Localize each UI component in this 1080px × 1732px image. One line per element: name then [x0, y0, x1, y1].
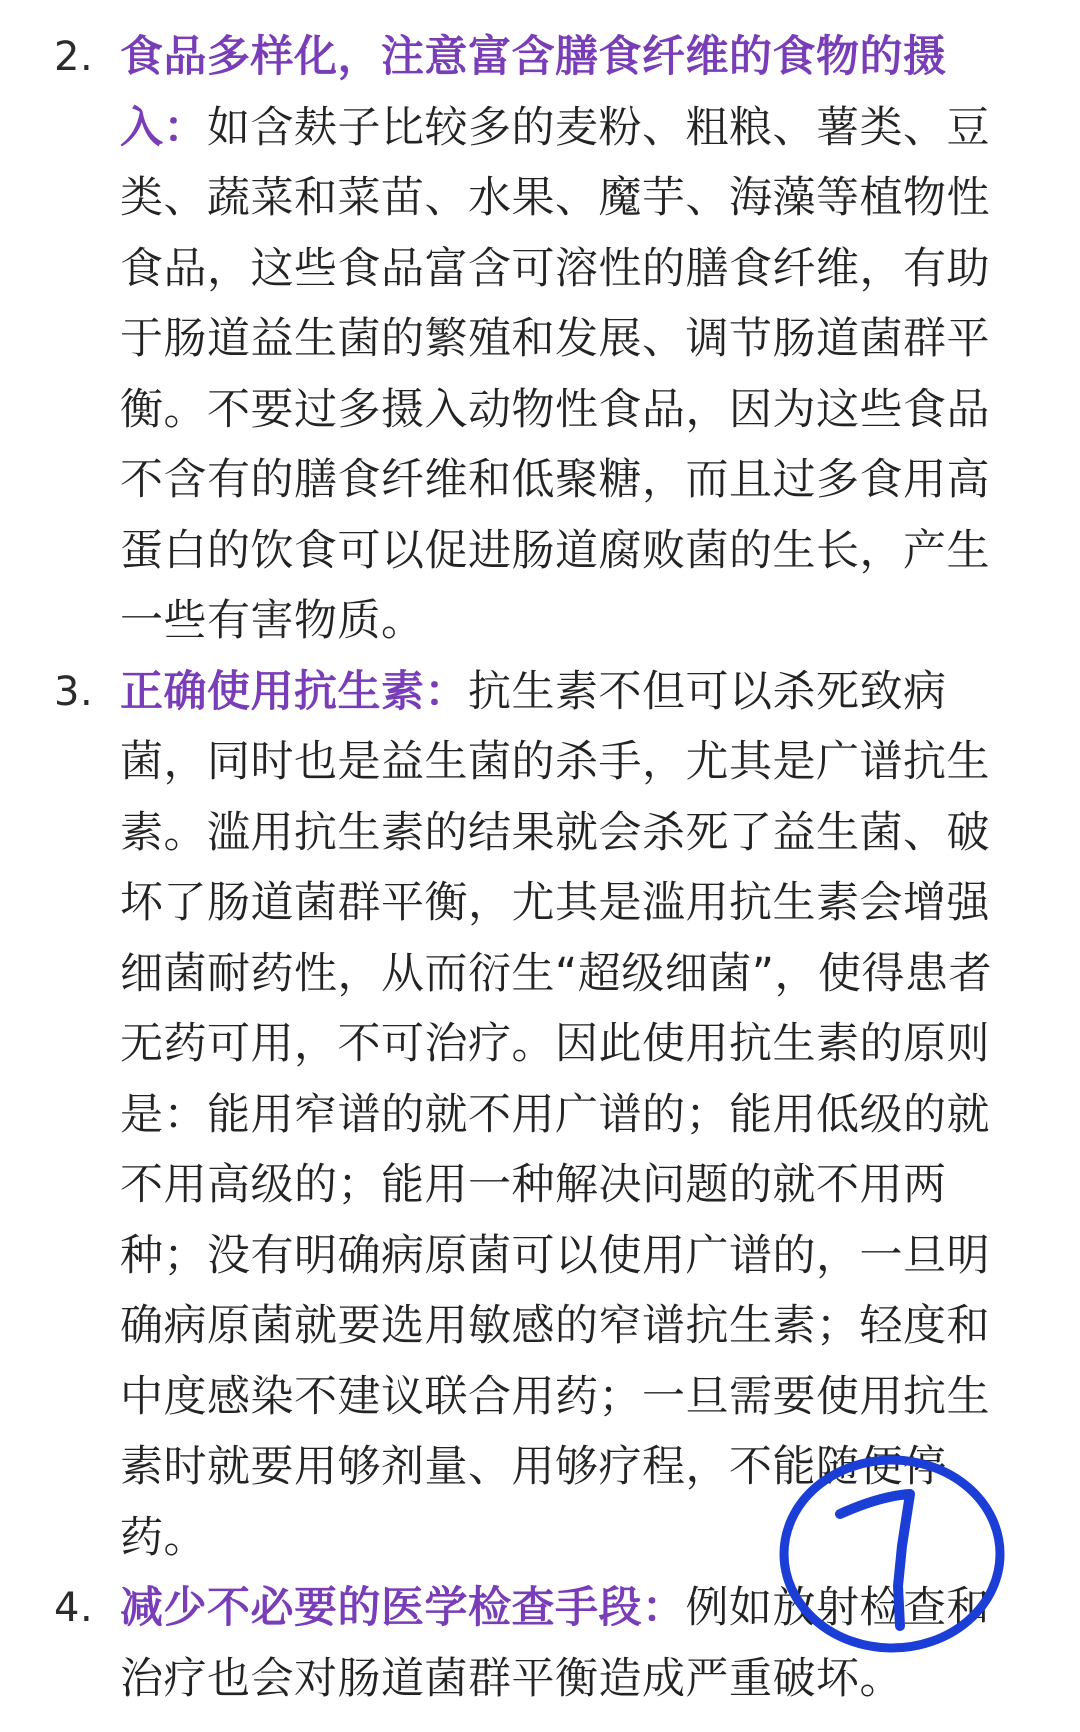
- item-text: 如含麸子比较多的麦粉、粗粮、薯类、豆类、蔬菜和菜苗、水果、魔芋、海藻等植物性食品，这些食品富含可溶性的膳食纤维，有助于肠道益生菌的繁殖和发展、调节肠道菌群平衡。不要过多摄入动物性食品，因为这些食品不含有的膳食纤维和低聚糖，而且过多食用高蛋白的饮食可以促进肠道腐败菌的生长，产生一些有害物质。: [120, 102, 990, 646]
- list-number: 2.: [54, 34, 94, 80]
- item-heading: 正确使用抗生素：: [120, 666, 468, 717]
- item-text: 例如放射检查和治疗也会对肠道菌群平衡造成严重破坏。: [120, 1583, 990, 1704]
- numbered-list: [0, 22, 1080, 1714]
- list-number: 3.: [54, 668, 94, 715]
- list-item: [0, 1573, 1004, 1714]
- list-item: [0, 22, 1004, 657]
- item-heading: 食品多样化，注意富含膳食纤维的食物的摄入：: [120, 32, 947, 153]
- list-item: [0, 657, 1004, 1574]
- list-number: 4.: [54, 1585, 94, 1631]
- item-text: 抗生素不但可以杀死致病菌，同时也是益生菌的杀手，尤其是广谱抗生素。滥用抗生素的结果就会杀死了益生菌、破坏了肠道菌群平衡，尤其是滥用抗生素会增强细菌耐药性，从而衍生“超级细菌”，使得患者无药可用，不可治疗。因此使用抗生素的原则是：能用窄谱的就不用广谱的；能用低级的就不用高级的；能用一种解决问题的就不用两种；没有明确病原菌可以使用广谱的，一旦明确病原菌就要选用敏感的窄谱抗生素；轻度和中度感染不建议联合用药；一旦需要使用抗生素时就要用够剂量、用够疗程，不能随便停药。: [120, 666, 993, 1563]
- item-heading: 减少不必要的医学检查手段：: [120, 1583, 686, 1633]
